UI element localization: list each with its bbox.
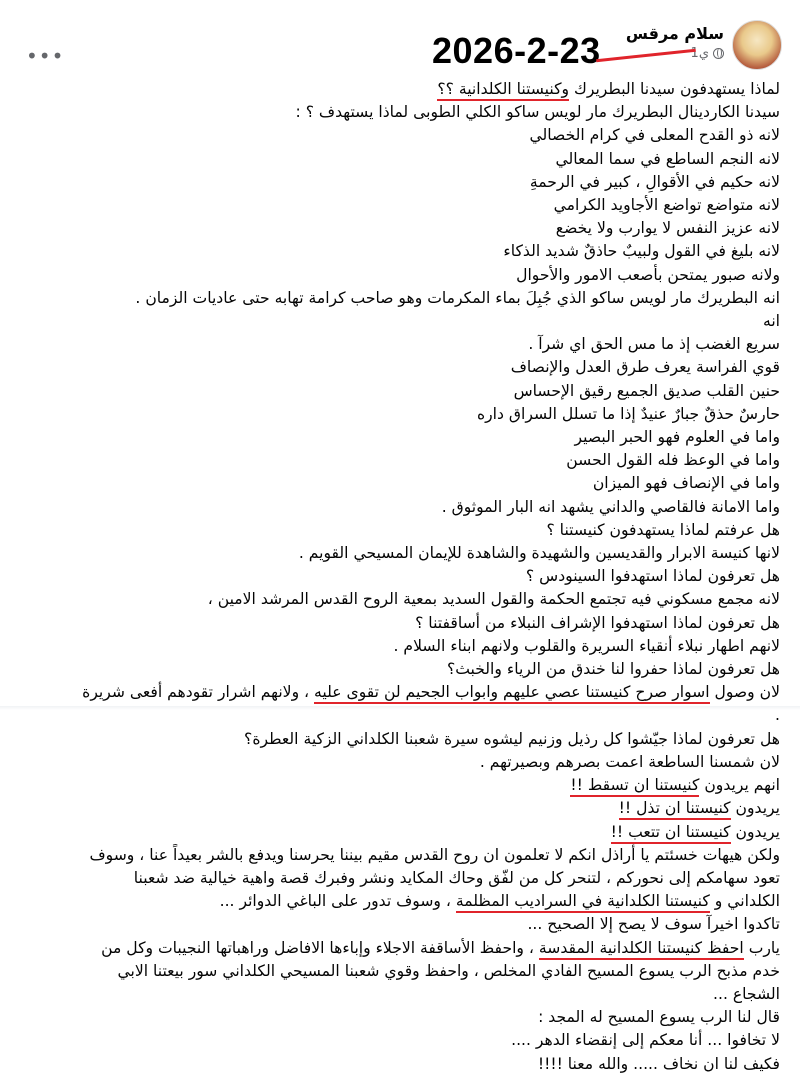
text-segment: يارب <box>743 938 780 957</box>
text-segment: قوي الفراسة يعرف طرق العدل والإنصاف <box>510 358 780 377</box>
post-line <box>10 542 780 565</box>
author-name[interactable]: سلام مرقس <box>625 24 724 43</box>
post-line <box>10 1053 780 1076</box>
text-segment: هل تعرفون لماذا استهدفوا الإشراف النبلاء من أساقفتنا ؟ <box>415 613 780 632</box>
post-line <box>10 890 780 913</box>
text-segment: فكيف لنا ان نخاف ..... والله معنا !!!! <box>537 1054 780 1073</box>
post-time[interactable]: 1ي <box>690 46 709 61</box>
text-segment: لماذا يستهدفون سيدنا البطريرك <box>569 80 780 98</box>
text-segment: سريع الغضب إذ ما مس الحق اي شرآ . <box>528 335 780 354</box>
post-line <box>10 612 780 635</box>
text-segment: الكلداني و <box>709 892 780 911</box>
underlined-phrase: كنيستنا ان تذل !! <box>619 799 731 820</box>
text-segment: واما في العلوم فهو الحبر البصير <box>574 428 780 447</box>
author-avatar[interactable] <box>732 20 782 70</box>
text-segment: يريدون <box>730 799 780 818</box>
post-line <box>10 124 780 147</box>
post-line <box>10 287 780 310</box>
text-segment: لانه ذو القدح المعلى في كرام الخصالي <box>529 126 780 145</box>
post-line <box>10 264 780 287</box>
post-line <box>10 333 780 356</box>
text-segment: لان وصول <box>709 683 780 702</box>
more-options-icon[interactable]: ••• <box>26 44 65 68</box>
post-line <box>10 356 780 379</box>
post-line <box>10 937 780 960</box>
text-segment: واما الامانة فالقاصي والداني يشهد انه البار الموثوق . <box>441 497 780 516</box>
underlined-phrase: اسوار صرح كنيستنا عصي عليهم وابواب الجحيم لن تقوى عليه <box>314 683 710 704</box>
post-body <box>10 78 780 1076</box>
post-line <box>10 148 780 171</box>
post-line <box>10 519 780 542</box>
post-line <box>10 78 780 101</box>
post-line <box>10 844 780 867</box>
post-line <box>10 217 780 240</box>
post-line <box>10 681 780 704</box>
text-segment: لانهم اطهار نبلاء أنقياء السريرة والقلوب ولانهم ابناء السلام . <box>393 636 780 655</box>
post-line <box>10 774 780 797</box>
text-segment: لانه حكيم في الأقوالِ ، كبير في الرحمةِ <box>529 172 780 191</box>
text-segment: سيدنا الكاردينال البطريرك مار لويس ساكو الكلي الطوبى لماذا يستهدف ؟ : <box>295 103 780 122</box>
post-line <box>10 565 780 588</box>
text-segment: لانه مجمع مسكوني فيه تجتمع الحكمة والقول السديد بمعية الروح القدس المرشد الامين ، <box>207 590 780 609</box>
text-segment: لانه بليغ في القول ولبيبٌ حاذقٌ شديد الذكاء <box>503 242 780 261</box>
post-line <box>10 310 780 333</box>
text-segment: لانه عزيز النفس لا يوارب ولا يخضع <box>555 219 780 238</box>
post-line <box>10 704 780 727</box>
text-segment: هل تعرفون لماذا استهدفوا السينودس ؟ <box>525 567 780 586</box>
text-segment: حارسٌ حذقٌ جبارٌ عنيدٌ إذا ما تسلل السراق داره <box>476 404 780 423</box>
text-segment: حنين القلب صديق الجميع رقيق الإحساس <box>513 381 780 400</box>
underlined-phrase: احفظ كنيستنا الكلدانية المقدسة <box>539 939 744 960</box>
text-segment: الشجاع ... <box>713 984 780 1003</box>
text-segment: واما في الوعظ فله القول الحسن <box>566 451 780 470</box>
text-segment: لانه متواضع تواضع الأجاويد الكرامي <box>553 196 780 215</box>
text-segment: لا تخافوا ... أنا معكم إلى إنقضاء الدهر .... <box>511 1031 780 1050</box>
post-line <box>10 1006 780 1029</box>
post-line <box>10 867 780 890</box>
post-line <box>10 472 780 495</box>
underlined-phrase: كنيستنا ان تسقط !! <box>570 776 699 797</box>
text-segment: يريدون <box>730 822 780 841</box>
text-segment: قال لنا الرب يسوع المسيح له المجد : <box>538 1008 780 1027</box>
post-line <box>10 403 780 426</box>
post-line <box>10 240 780 263</box>
post-line <box>10 983 780 1006</box>
text-segment: خدم مذبح الرب يسوع المسيح الفادي المخلص ، واحفظ وقوي شعبنا المسيحي الكلداني سور بيعتنا الابي <box>117 961 780 980</box>
overlay-date: 2026-2-23 <box>432 30 601 71</box>
text-segment: واما في الإنصاف فهو الميزان <box>592 474 780 493</box>
text-segment: ، وسوف تدور على الباغي الدوائر ... <box>219 892 456 911</box>
post-line <box>10 171 780 194</box>
underlined-phrase: كنيستنا الكلدانية في السراديب المظلمة <box>456 892 710 913</box>
post-line <box>10 797 780 820</box>
text-segment: لانها كنيسة الابرار والقديسين والشهيدة والشاهدة للإيمان المسيحي القويم . <box>298 544 780 563</box>
post-line <box>10 496 780 519</box>
post-header <box>0 14 800 74</box>
post-line <box>10 449 780 472</box>
post-line <box>10 426 780 449</box>
post-line <box>10 194 780 217</box>
text-segment: ، واحفظ الأساقفة الاجلاء وإباءها الافاضل وراهباتها النجيبات وكل من <box>101 938 539 957</box>
post-line <box>10 1029 780 1052</box>
post-line <box>10 960 780 983</box>
text-segment: لانه النجم الساطع في سما المعالي <box>555 149 780 168</box>
text-segment: هل تعرفون لماذا حفروا لنا خندق من الرياء والخبث؟ <box>446 660 780 679</box>
text-segment: . <box>775 706 780 725</box>
globe-icon <box>713 48 724 59</box>
text-segment: انه <box>762 312 780 331</box>
post-line <box>10 380 780 403</box>
post-line <box>10 658 780 681</box>
post-line <box>10 751 780 774</box>
date-underline-mark <box>596 49 696 62</box>
post-line <box>10 588 780 611</box>
text-segment: هل عرفتم لماذا يستهدفون كنيستنا ؟ <box>546 520 780 539</box>
post-line <box>10 635 780 658</box>
text-segment: تعود سهامكم إلى نحوركم ، لتنحر كل من لفّق وحاك المكايد ونشر وفبرك قصة واهية خيالية ضد شعبنا <box>133 868 780 887</box>
post-line <box>10 728 780 751</box>
text-segment: لان شمسنا الساطعة اعمت بصرهم وبصيرتهم . <box>479 752 780 771</box>
text-segment: ولكن هيهات خسئتم يا أراذل انكم لا تعلمون ان روح القدس مقيم بيننا يحرسنا ويدفع بالشر بعيداً عنا ، وسوف <box>89 845 780 864</box>
post-line <box>10 821 780 844</box>
text-segment: ، ولانهم اشرار تقودهم أفعى شريرة <box>82 683 315 702</box>
post-line <box>10 913 780 936</box>
text-segment: انهم يريدون <box>699 776 780 795</box>
underlined-phrase: وكنيستنا الكلدانية ؟؟ <box>437 80 569 101</box>
text-segment: تاكدوا اخيرآ سوف لا يصح إلا الصحيح ... <box>527 915 780 934</box>
text-segment: ولانه صبور يمتحن بأصعب الامور والأحوال <box>516 265 780 284</box>
underlined-phrase: كنيستنا ان تتعب !! <box>611 823 731 844</box>
post-line <box>10 101 780 124</box>
text-segment: هل تعرفون لماذا جيّشوا كل رذيل وزنيم ليشوه سيرة شعبنا الكلداني الزكية العطرة؟ <box>244 729 780 748</box>
text-segment: انه البطريرك مار لويس ساكو الذي جُبِلَ بماء المكرمات وهو صاحب كرامة تهابه حتى عاديات الزمان . <box>135 288 780 307</box>
